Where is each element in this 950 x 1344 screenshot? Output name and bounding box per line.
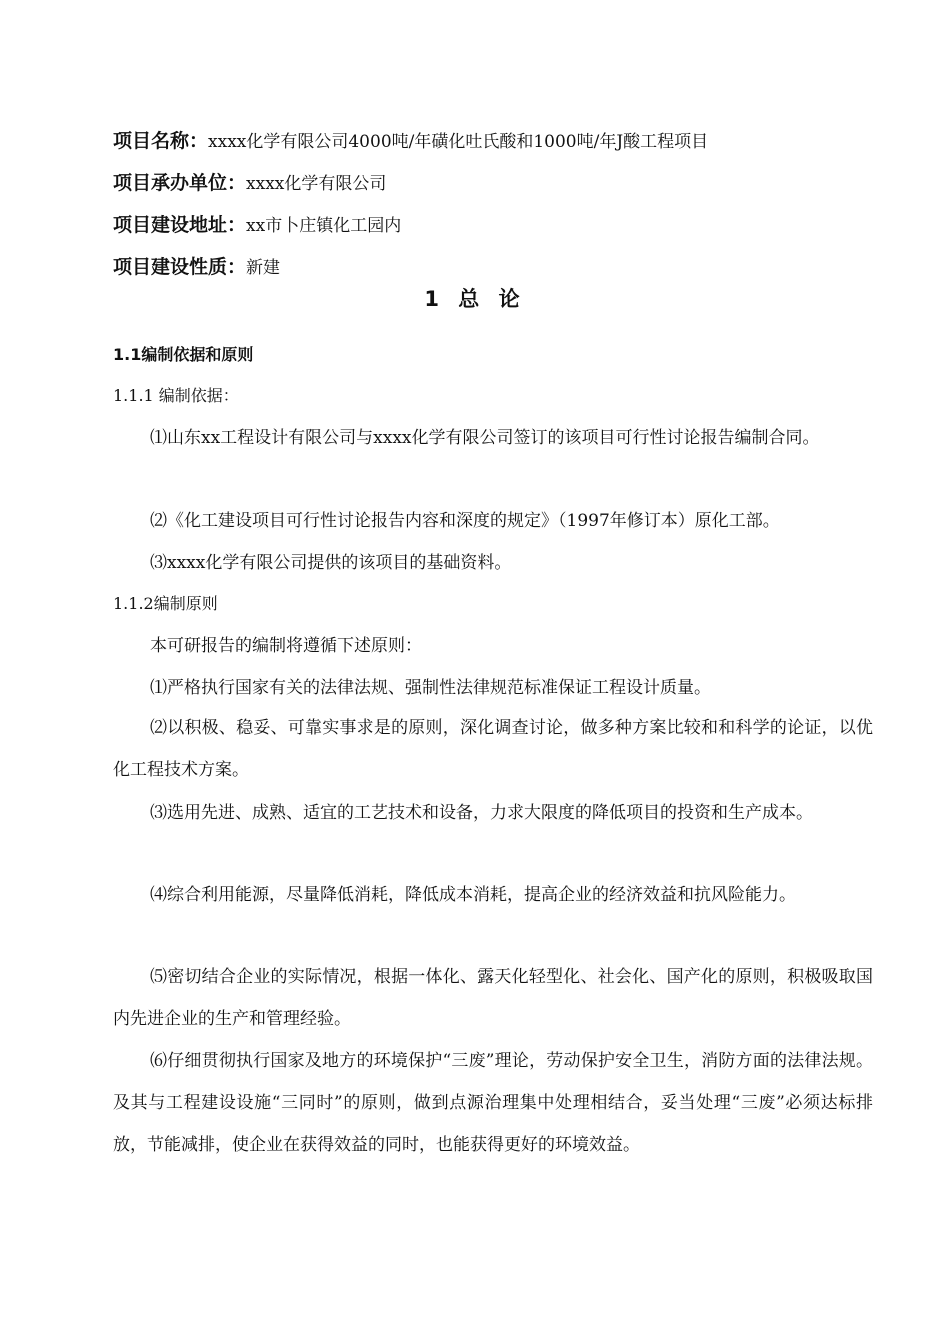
principle-item-4: ⑷综合利用能源，尽量降低消耗，降低成本消耗，提高企业的经济效益和抗风险能力。 bbox=[150, 885, 796, 905]
section-title: 1.1编制依据和原则 bbox=[113, 345, 254, 364]
basis-item-1: ⑴山东xx工程设计有限公司与xxxx化学有限公司签订的该项目可行性讨论报告编制合同。 bbox=[150, 428, 820, 448]
project-address-value: xx市卜庄镇化工园内 bbox=[246, 216, 402, 236]
principles-intro: 本可研报告的编制将遵循下述原则： bbox=[150, 636, 422, 656]
project-name-line bbox=[113, 128, 708, 155]
project-address-label: 项目建设地址： bbox=[113, 214, 247, 236]
basis-item-2: ⑵《化工建设项目可行性讨论报告内容和深度的规定》（1997年修订本）原化工部。 bbox=[150, 511, 780, 531]
basis-item-3: ⑶xxxx化学有限公司提供的该项目的基础资料。 bbox=[150, 553, 512, 573]
principle-item-2: ⑵以积极、稳妥、可靠实事求是的原则，深化调查讨论，做多种方案比较和和科学的论证，以优化工程技术方案。 bbox=[113, 718, 873, 780]
project-nature-value: 新建 bbox=[246, 258, 281, 278]
project-unit-value: xxxx化学有限公司 bbox=[246, 174, 387, 194]
principle-item-5: ⑸密切结合企业的实际情况，根据一体化、露天化轻型化、社会化、国产化的原则，积极吸取国内先进企业的生产和管理经验。 bbox=[113, 967, 873, 1029]
principle-item-1: ⑴严格执行国家有关的法律法规、强制性法律规范标准保证工程设计质量。 bbox=[150, 678, 711, 698]
project-nature-label: 项目建设性质： bbox=[113, 256, 247, 278]
chapter-title: 1 总 论 bbox=[424, 287, 526, 311]
project-name-value: xxxx化学有限公司4000吨/年磺化吐氏酸和1000吨/年J酸工程项目 bbox=[208, 132, 709, 152]
project-address-line bbox=[113, 212, 401, 239]
principle-item-6: ⑹仔细贯彻执行国家及地方的环境保护“三废”理论，劳动保护安全卫生，消防方面的法律法规。及其与工程建设设施“三同时”的原则，做到点源治理集中处理相结合，妥当处理“三废”必须达标排放，节能减排，使企业在获得效益的同时，也能获得更好的环境效益。 bbox=[113, 1051, 873, 1155]
subsection-basis-title: 1.1.1 编制依据： bbox=[113, 386, 239, 405]
project-nature-line bbox=[113, 254, 280, 281]
principle-item-3: ⑶选用先进、成熟、适宜的工艺技术和设备，力求大限度的降低项目的投资和生产成本。 bbox=[150, 803, 813, 823]
subsection-principles-title: 1.1.2编制原则 bbox=[113, 594, 218, 613]
project-unit-label: 项目承办单位： bbox=[113, 172, 247, 194]
project-unit-line bbox=[113, 170, 386, 197]
project-name-label: 项目名称： bbox=[113, 130, 209, 152]
